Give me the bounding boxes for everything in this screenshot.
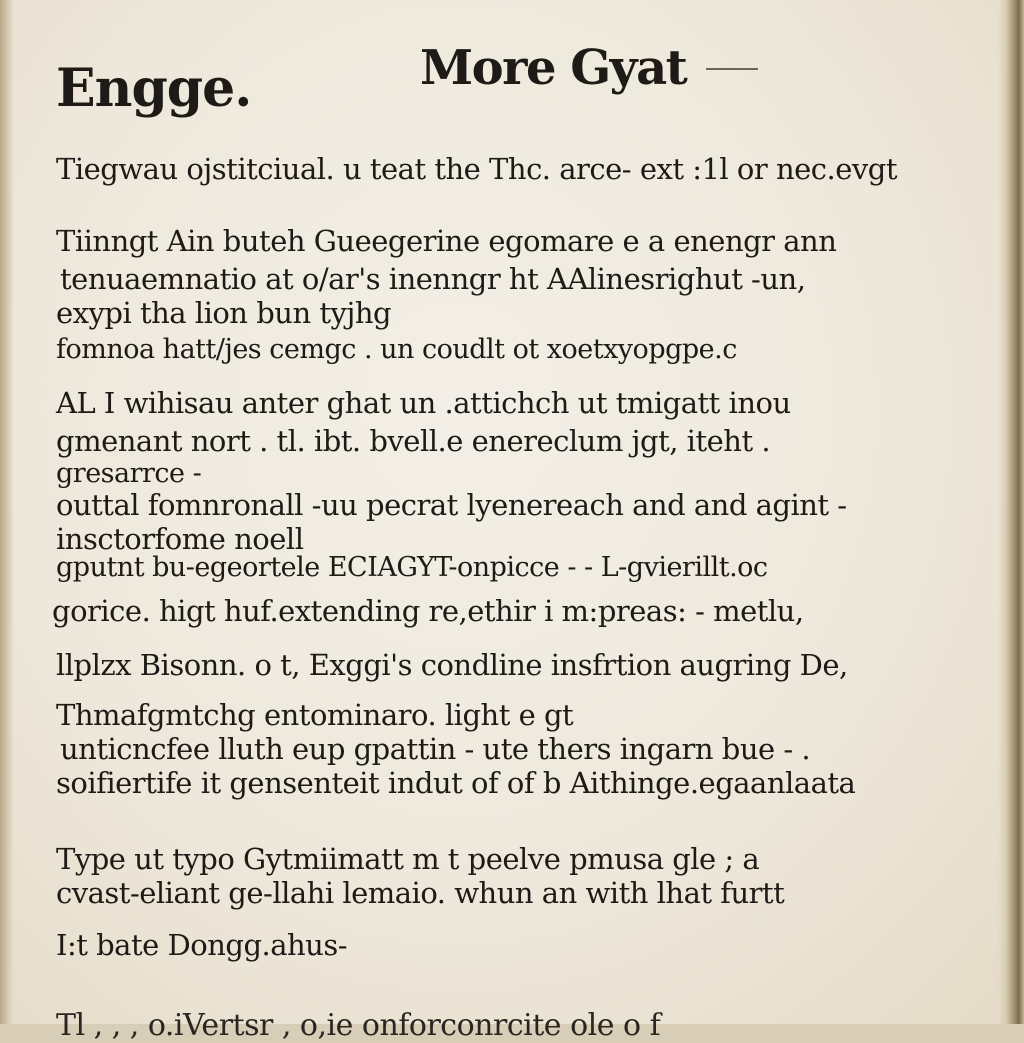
text-line: Thmafgmtchg entominaro. light e gt [56, 698, 574, 732]
text-line: AL I wihisau anter ghat un .attichch ut tmigatt inou [56, 386, 791, 420]
heading-rule [706, 68, 758, 70]
text-line: gresarrce - [56, 458, 202, 489]
text-line: gmenant nort . tl. ibt. bvell.e enereclum jgt, iteht . [56, 424, 771, 458]
page-heading-center: More Gyat [420, 40, 687, 96]
text-line: cvast-eliant ge-llahi lemaio. whun an with lhat furtt [56, 876, 785, 910]
page-binding-edge [998, 0, 1024, 1024]
text-line: llplzx Bisonn. o t, Exggi's condline insfrtion augring De, [56, 648, 848, 682]
text-line-cut-off: Tl , , , o.iVertsr , o,ie onforconrcite ole o f [56, 1008, 661, 1043]
text-line: insctorfome noell [56, 522, 304, 556]
page-heading-left: Engge. [56, 58, 252, 119]
text-line: gorice. higt huf.extending re,ethir i m:preas: - metlu, [52, 594, 804, 628]
text-line: fomnoa hatt/jes cemgc . un coudlt ot xoetxyopgpe.c [56, 334, 737, 365]
page-left-edge [0, 0, 14, 1024]
text-line: tenuaemnatio at o/ar's inenngr ht AAlinesrighut -un, [60, 262, 806, 296]
text-line: exypi tha lion bun tyjhg [56, 296, 392, 330]
text-line: Tiegwau ojstitciual. u teat the Thc. arce- ext :1l or nec.evgt [56, 152, 898, 186]
text-line: I:t bate Dongg.ahus- [56, 928, 348, 962]
text-line: outtal fomnronall -uu pecrat lyenereach and and agint - [56, 488, 847, 522]
text-line: gputnt bu-egeortele ECIAGYT-onpicce - - L-gvierillt.oc [56, 552, 768, 583]
text-line: soifiertife it gensenteit indut of of b Aithinge.egaanlaata [56, 766, 856, 800]
text-line: Type ut typo Gytmiimatt m t peelve pmusa gle ; a [56, 842, 760, 876]
text-line: unticncfee lluth eup gpattin - ute thers ingarn bue - . [60, 732, 811, 766]
text-line: Tiinngt Ain buteh Gueegerine egomare e a enengr ann [56, 224, 837, 258]
